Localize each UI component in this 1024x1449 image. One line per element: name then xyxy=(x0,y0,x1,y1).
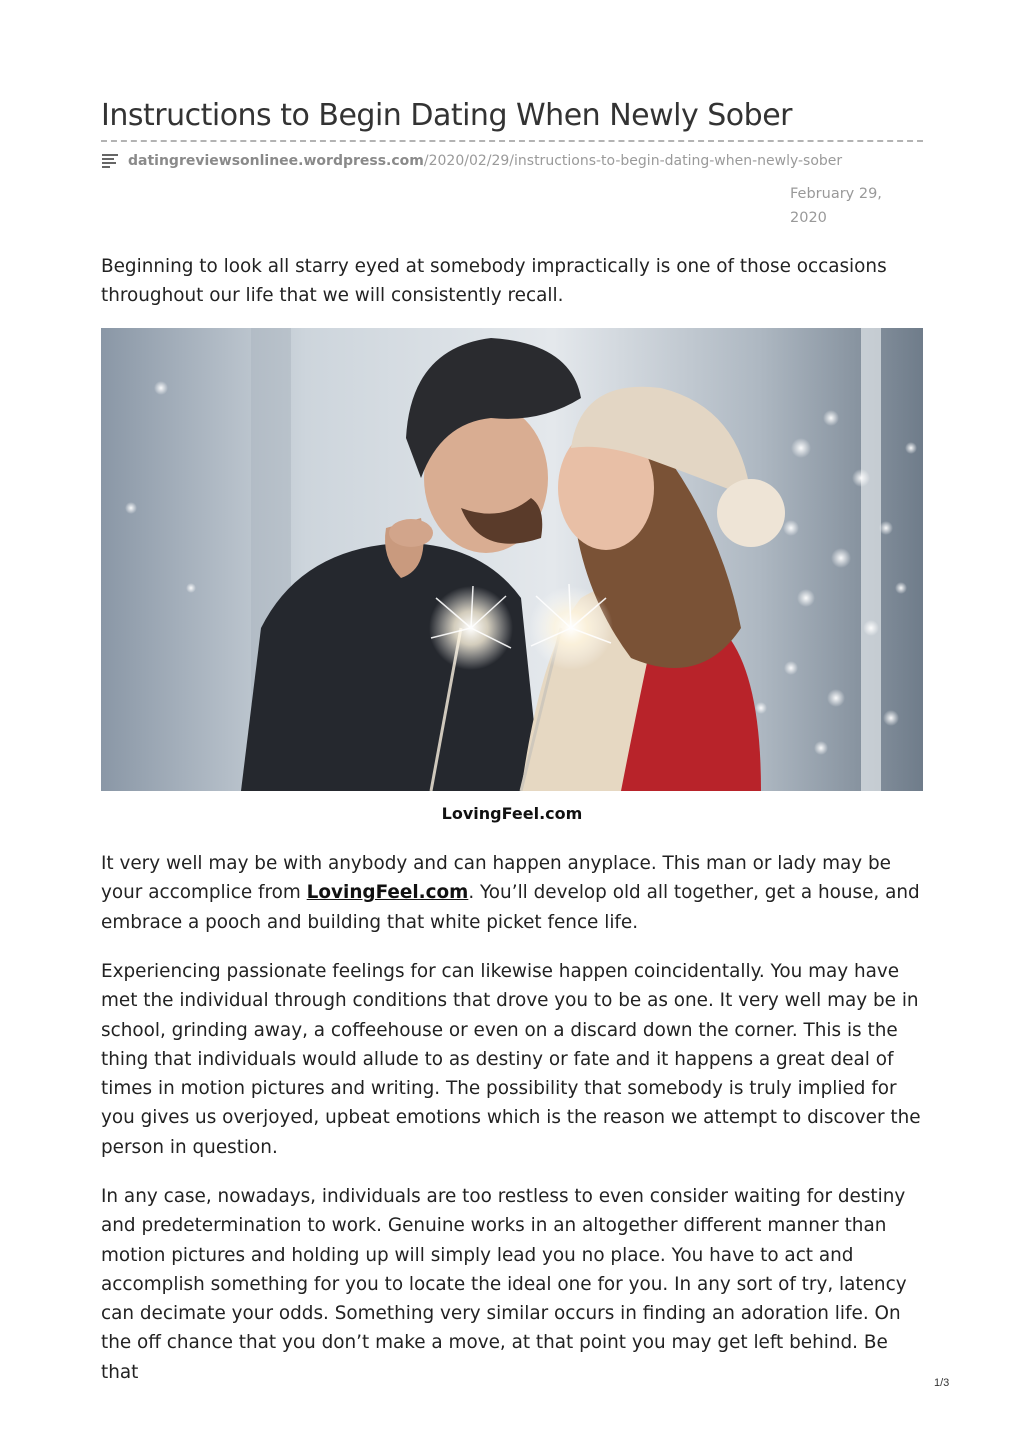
paragraph-3: In any case, nowadays, individuals are too restless to even consider waiting for destiny and predetermination to work. Genuine works in an altogether different manner than motion pictures and holding up will simply lead you no place. You have to act and accomplish something for you to locate the ideal one for you. In any sort of try, latency can decimate your odds. Something very similar occurs in finding an adoration life. On the off chance that you don’t make a move, at that point you may get left behind. Be that xyxy=(101,1186,907,1383)
lovingfeel-link[interactable]: LovingFeel.com xyxy=(306,882,469,904)
paragraph-1 xyxy=(101,849,923,937)
post-date: February 29, 2020 xyxy=(790,186,882,226)
paragraph-1-text-start: It very well may be with anybody and can happen anyplace. This man or lady may be your accomplice from xyxy=(101,853,891,904)
paragraph-2: Experiencing passionate feelings for can likewise happen coincidentally. You may have met the individual through conditions that drove you to be as one. It very well may be in school, grinding away, a coffeehouse or even on a discard down the corner. This is the thing that individuals would allude to as destiny or fate and it happens a great deal of times in motion pictures and writing. The possibility that somebody is truly implied for you gives us overjoyed, upbeat emotions which is the reason we attempt to discover the person in question. xyxy=(101,961,921,1158)
article-photo xyxy=(101,328,923,791)
source-domain[interactable]: datingreviewsonlinee.wordpress.com xyxy=(128,153,424,169)
source-url[interactable] xyxy=(101,150,842,172)
page-title: Instructions to Begin Dating When Newly Sober xyxy=(101,98,792,133)
couple-kissing-photo xyxy=(101,328,923,791)
site-favicon-icon xyxy=(101,153,121,169)
paragraph-1-text-end: . You’ll develop old all together, get a house, and embrace a pooch and building that white picket fence life. xyxy=(101,882,920,933)
source-path[interactable]: /2020/02/29/instructions-to-begin-dating-when-newly-sober xyxy=(423,153,843,169)
page-number: 1/3 xyxy=(934,1377,950,1389)
title-divider xyxy=(101,140,923,142)
image-caption: LovingFeel.com xyxy=(441,804,583,823)
intro-paragraph: Beginning to look all starry eyed at somebody impractically is one of those occasions throughout our life that we will consistently recall. xyxy=(101,256,887,307)
